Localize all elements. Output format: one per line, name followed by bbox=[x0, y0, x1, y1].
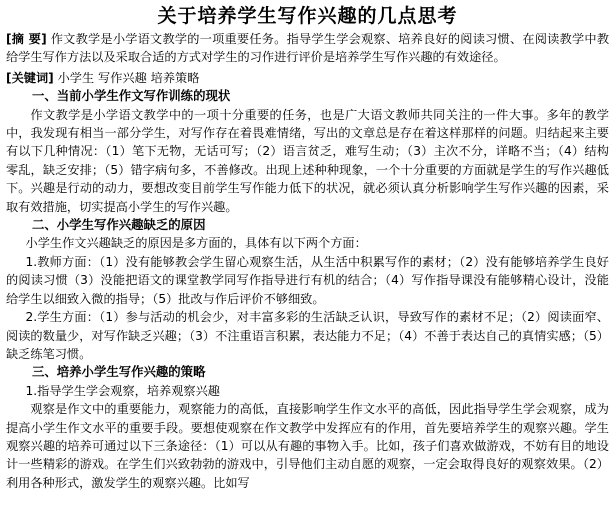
abstract-label: [摘 要] bbox=[6, 32, 47, 46]
document-page bbox=[6, 2, 609, 492]
section-3-paragraph-1: 观察是作文中的重要能力，观察能力的高低，直接影响学生作文水平的高低，因此指导学生学会观察，成为提高小学生作文水平的重要手段。要想使观察在作文教学中发挥应有的作用，首先要培养学生的观察兴趣。学生观察兴趣的培养可通过以下三条途径：（1）可以从有趣的事物入手。比如，孩子们喜欢做游戏，不妨有目的地设计一些精彩的游戏。在学生们兴致勃勃的游戏中，引导他们主动自愿的观察，一定会取得良好的观察效果。（2）利用各种形式，激发学生的观察兴趣。比如写 bbox=[6, 402, 609, 490]
abstract-text: 作文教学是小学语文教学的一项重要任务。指导学生学会观察、培养良好的阅读习惯、在阅读教学中教给学生写作方法以及采取合适的方式对学生的习作进行评价是培养学生写作兴趣的有效途径。 bbox=[6, 32, 610, 65]
section-heading-3: 三、培养小学生写作兴趣的策略 bbox=[32, 364, 206, 380]
section-2-paragraph-3: 2.学生方面：（1）参与活动的机会少，对丰富多彩的生活缺乏认识，导致写作的素材不足；（2）阅读面窄、阅读的数量少，对写作缺乏兴趣；（3）不注重语言积累，表达能力不足；（4）不善于表达自己的真情实感；（5）缺乏练笔习惯。 bbox=[6, 310, 609, 361]
section-heading-1: 一、当前小学生作文写作训练的现状 bbox=[32, 88, 231, 104]
section-heading-2: 二、小学生写作兴趣缺乏的原因 bbox=[32, 217, 206, 233]
keywords-text: 小学生 写作兴趣 培养策略 bbox=[57, 70, 200, 85]
keywords bbox=[6, 69, 609, 87]
keywords-label: [关键词] bbox=[6, 70, 54, 85]
document-title: 关于培养学生写作兴趣的几点思考 bbox=[157, 5, 458, 27]
section-3-subheading-1: 1.指导学生学会观察，培养观察兴趣 bbox=[25, 383, 220, 398]
abstract bbox=[6, 30, 609, 67]
section-2-paragraph-2: 1.教师方面：（1）没有能够教会学生留心观察生活，从生活中积累写作的素材；（2）没有能够培养学生良好的阅读习惯（3）没能把语文的课堂教学同写作指导进行有机的结合；（4）写作指导课没有能够精心设计，没能给学生以细致入微的指导；（5）批改与作后评价不够细致。 bbox=[6, 254, 609, 306]
section-1-paragraph-1: 作文教学是小学语文教学中的一项十分重要的任务，也是广大语文教师共同关注的一件大事。多年的教学中，我发现有相当一部分学生，对写作存在着畏难情绪，写出的文章总是存在着这样那样的问题。归结起来主要有以下几种情况：（1）笔下无物，无话可写；（2）语言贫乏，难写生动；（3）主次不分，详略不当；（4）结构零乱，缺乏安排；（5）错字病句多，不善修改。出现上述种种现象，一个十分重要的方面就是学生的写作兴趣低下。兴趣是行动的动力，要想改变目前学生写作能力低下的状况，就必须认真分析影响学生写作兴趣的因素，采取有效措施，切实提高小学生的写作兴趣。 bbox=[6, 107, 609, 214]
section-2-paragraph-1: 小学生作文兴趣缺乏的原因是多方面的，具体有以下两个方面： bbox=[25, 236, 367, 251]
